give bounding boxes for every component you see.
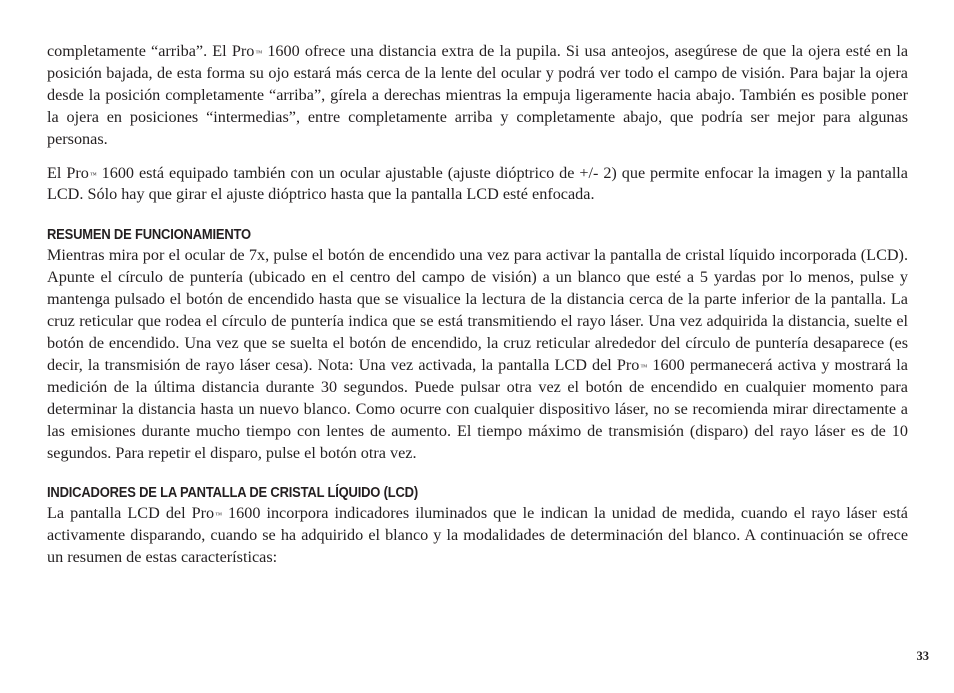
paragraph-text: 1600 ofrece una distancia extra de la pupila. Si usa anteojos, asegúrese de que la ojera esté en la posición bajada, de esta forma su ojo estará más cerca de la lente del ocular y podrá ver todo el campo de visión. Para bajar la ojera desde la posición completamente “arriba”, gírela a derechas mientras la empuja ligeramente hacia abajo. También es posible poner la ojera en posiciones “intermedias”, entre completamente arriba y completamente abajo, que podría ser mejor para algunas personas. — [47, 42, 908, 148]
page-number: 33 — [916, 649, 929, 663]
paragraph-text: 1600 permanecerá activa y mostrará la medición de la última distancia durante 30 segundos. Puede pulsar otra vez el botón de encendido en cualquier momento para determinar la distancia hasta un nuevo blanco. Como ocurre con cualquier dispositivo láser, no se recomienda mirar directamente a las emisiones durante mucho tiempo con lentes de aumento. El tiempo máximo de transmisión (disparo) del rayo láser es de 10 segundos. Para repetir el disparo, pulse el botón otra vez. — [47, 355, 908, 462]
trademark-symbol: ™ — [89, 170, 97, 179]
trademark-symbol: ™ — [640, 362, 648, 371]
manual-page — [47, 41, 908, 569]
paragraph-eyecup — [47, 41, 908, 151]
paragraph-text: La pantalla LCD del Pro — [47, 504, 215, 523]
trademark-symbol: ™ — [255, 49, 263, 57]
section-heading-operation-summary: RESUMEN DE FUNCIONAMIENTO — [47, 227, 251, 244]
paragraph-operation-summary — [47, 245, 908, 464]
paragraph-text: 1600 incorpora indicadores iluminados que le indican la unidad de medida, cuando el rayo láser está activamente disparando, cuando se ha adquirido el blanco y la modalidades de determinación del blanco. A continuación se ofrece un resumen de estas características: — [47, 504, 908, 567]
trademark-symbol: ™ — [215, 511, 222, 520]
paragraph-text: El Pro — [47, 163, 89, 182]
paragraph-text: completamente “arriba”. El Pro — [47, 42, 255, 60]
section-heading-lcd-indicators: INDICADORES DE LA PANTALLA DE CRISTAL LÍQUIDO (LCD) — [47, 485, 418, 502]
paragraph-text: 1600 está equipado también con un ocular ajustable (ajuste dióptrico de +/- 2) que permite enfocar la imagen y la pantalla LCD. Sólo hay que girar el ajuste dióptrico hasta que la pantalla LCD esté enfocada. — [47, 163, 908, 204]
paragraph-diopter — [47, 163, 908, 207]
paragraph-lcd-indicators — [47, 503, 908, 569]
paragraph-text: Mientras mira por el ocular de 7x, pulse el botón de encendido una vez para activar la pantalla de cristal líquido incorporada (LCD). Apunte el círculo de puntería (ubicado en el centro del campo de visión) a un blanco que esté a 5 yardas por lo menos, pulse y mantenga pulsado el botón de encendido hasta que se visualice la lectura de la distancia cerca de la parte inferior de la pantalla. La cruz reticular que rodea el círculo de puntería indica que se está transmitiendo el rayo láser. Una vez adquirida la distancia, suelte el botón de encendido. Una vez que se suelta el botón de encendido, la cruz reticular alrededor del círculo de puntería desaparece (es decir, la transmisión de rayo láser cesa). Nota: Una vez activada, la pantalla LCD del Pro — [47, 246, 908, 374]
